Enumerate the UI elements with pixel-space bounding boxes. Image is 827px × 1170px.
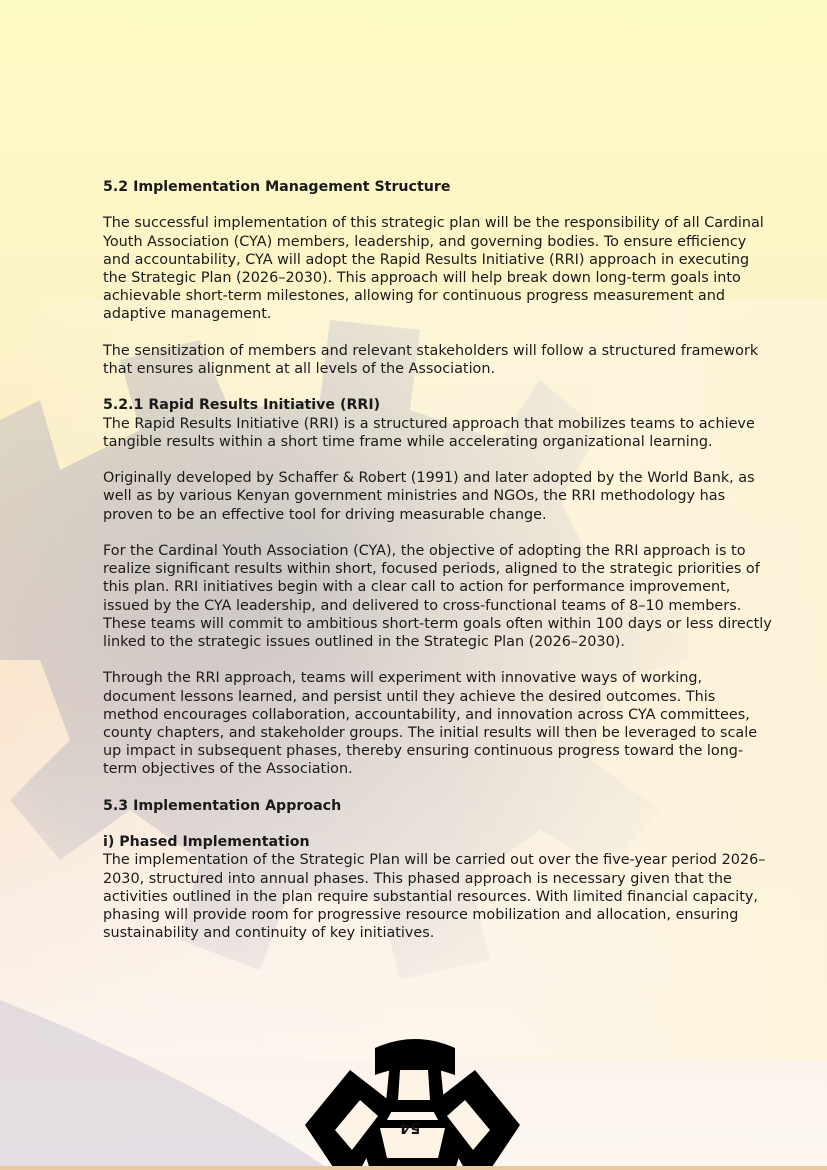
- paragraph: Originally developed by Schaffer & Robert (1991) and later adopted by the World Bank, as well as by various Kenyan government ministries and NGOs, the RRI methodology has proven to be an effective tool for driving measurable change.: [103, 470, 755, 523]
- section-heading-5-3: 5.3 Implementation Approach: [103, 797, 342, 814]
- paragraph: The successful implementation of this strategic plan will be the responsibility of all Cardinal Youth Association (CYA) members, leadership, and governing bodies. To ensure efficiency and accountability, CYA will adopt the Rapid Results Initiative (RRI) approach in executing the Strategic Plan (2026–2030). This approach will help break down long-term goals into achievable short-term milestones, allowing for continuous progress measurement and adaptive management.: [103, 215, 764, 323]
- page-body: [103, 178, 773, 942]
- page-number: 54: [399, 1119, 421, 1137]
- section-heading-5-2: 5.2 Implementation Management Structure: [103, 179, 451, 195]
- paragraph: Through the RRI approach, teams will experiment with innovative ways of working, document lessons learned, and persist until they achieve the desired outcomes. This method encourages collaboration, accountability, and innovation across CYA committees, county chapters, and stakeholder groups. The initial results will then be leveraged to scale up impact in subsequent phases, thereby ensuring continuous progress toward the long-term objectives of the Association.: [103, 670, 758, 778]
- bottom-rule: [0, 1166, 827, 1170]
- paragraph: For the Cardinal Youth Association (CYA), the objective of adopting the RRI approach is to realize significant results within short, focused periods, aligned to the strategic priorities of this plan. RRI initiatives begin with a clear call to action for performance improvement, issued by the CYA leadership, and delivered to cross-functional teams of 8–10 members. These teams will commit to ambitious short-term goals often within 100 days or less directly linked to the strategic issues outlined in the Strategic Plan (2026–2030).: [103, 542, 772, 650]
- subheading-phased-implementation: i) Phased Implementation: [103, 834, 310, 851]
- section-heading-5-2-1: 5.2.1 Rapid Results Initiative (RRI): [103, 397, 381, 414]
- paragraph: The sensitization of members and relevant stakeholders will follow a structured framework that ensures alignment at all levels of the Association.: [103, 342, 759, 377]
- paragraph: The implementation of the Strategic Plan will be carried out over the five-year period 2026–2030, structured into annual phases. This phased approach is necessary given that the activities outlined in the plan require substantial resources. With limited financial capacity, phasing will provide room for progressive resource mobilization and allocation, ensuring sustainability and continuity of key initiatives.: [103, 852, 766, 942]
- paragraph: The Rapid Results Initiative (RRI) is a structured approach that mobilizes teams to achieve tangible results within a short time frame while accelerating organizational learning.: [103, 415, 755, 450]
